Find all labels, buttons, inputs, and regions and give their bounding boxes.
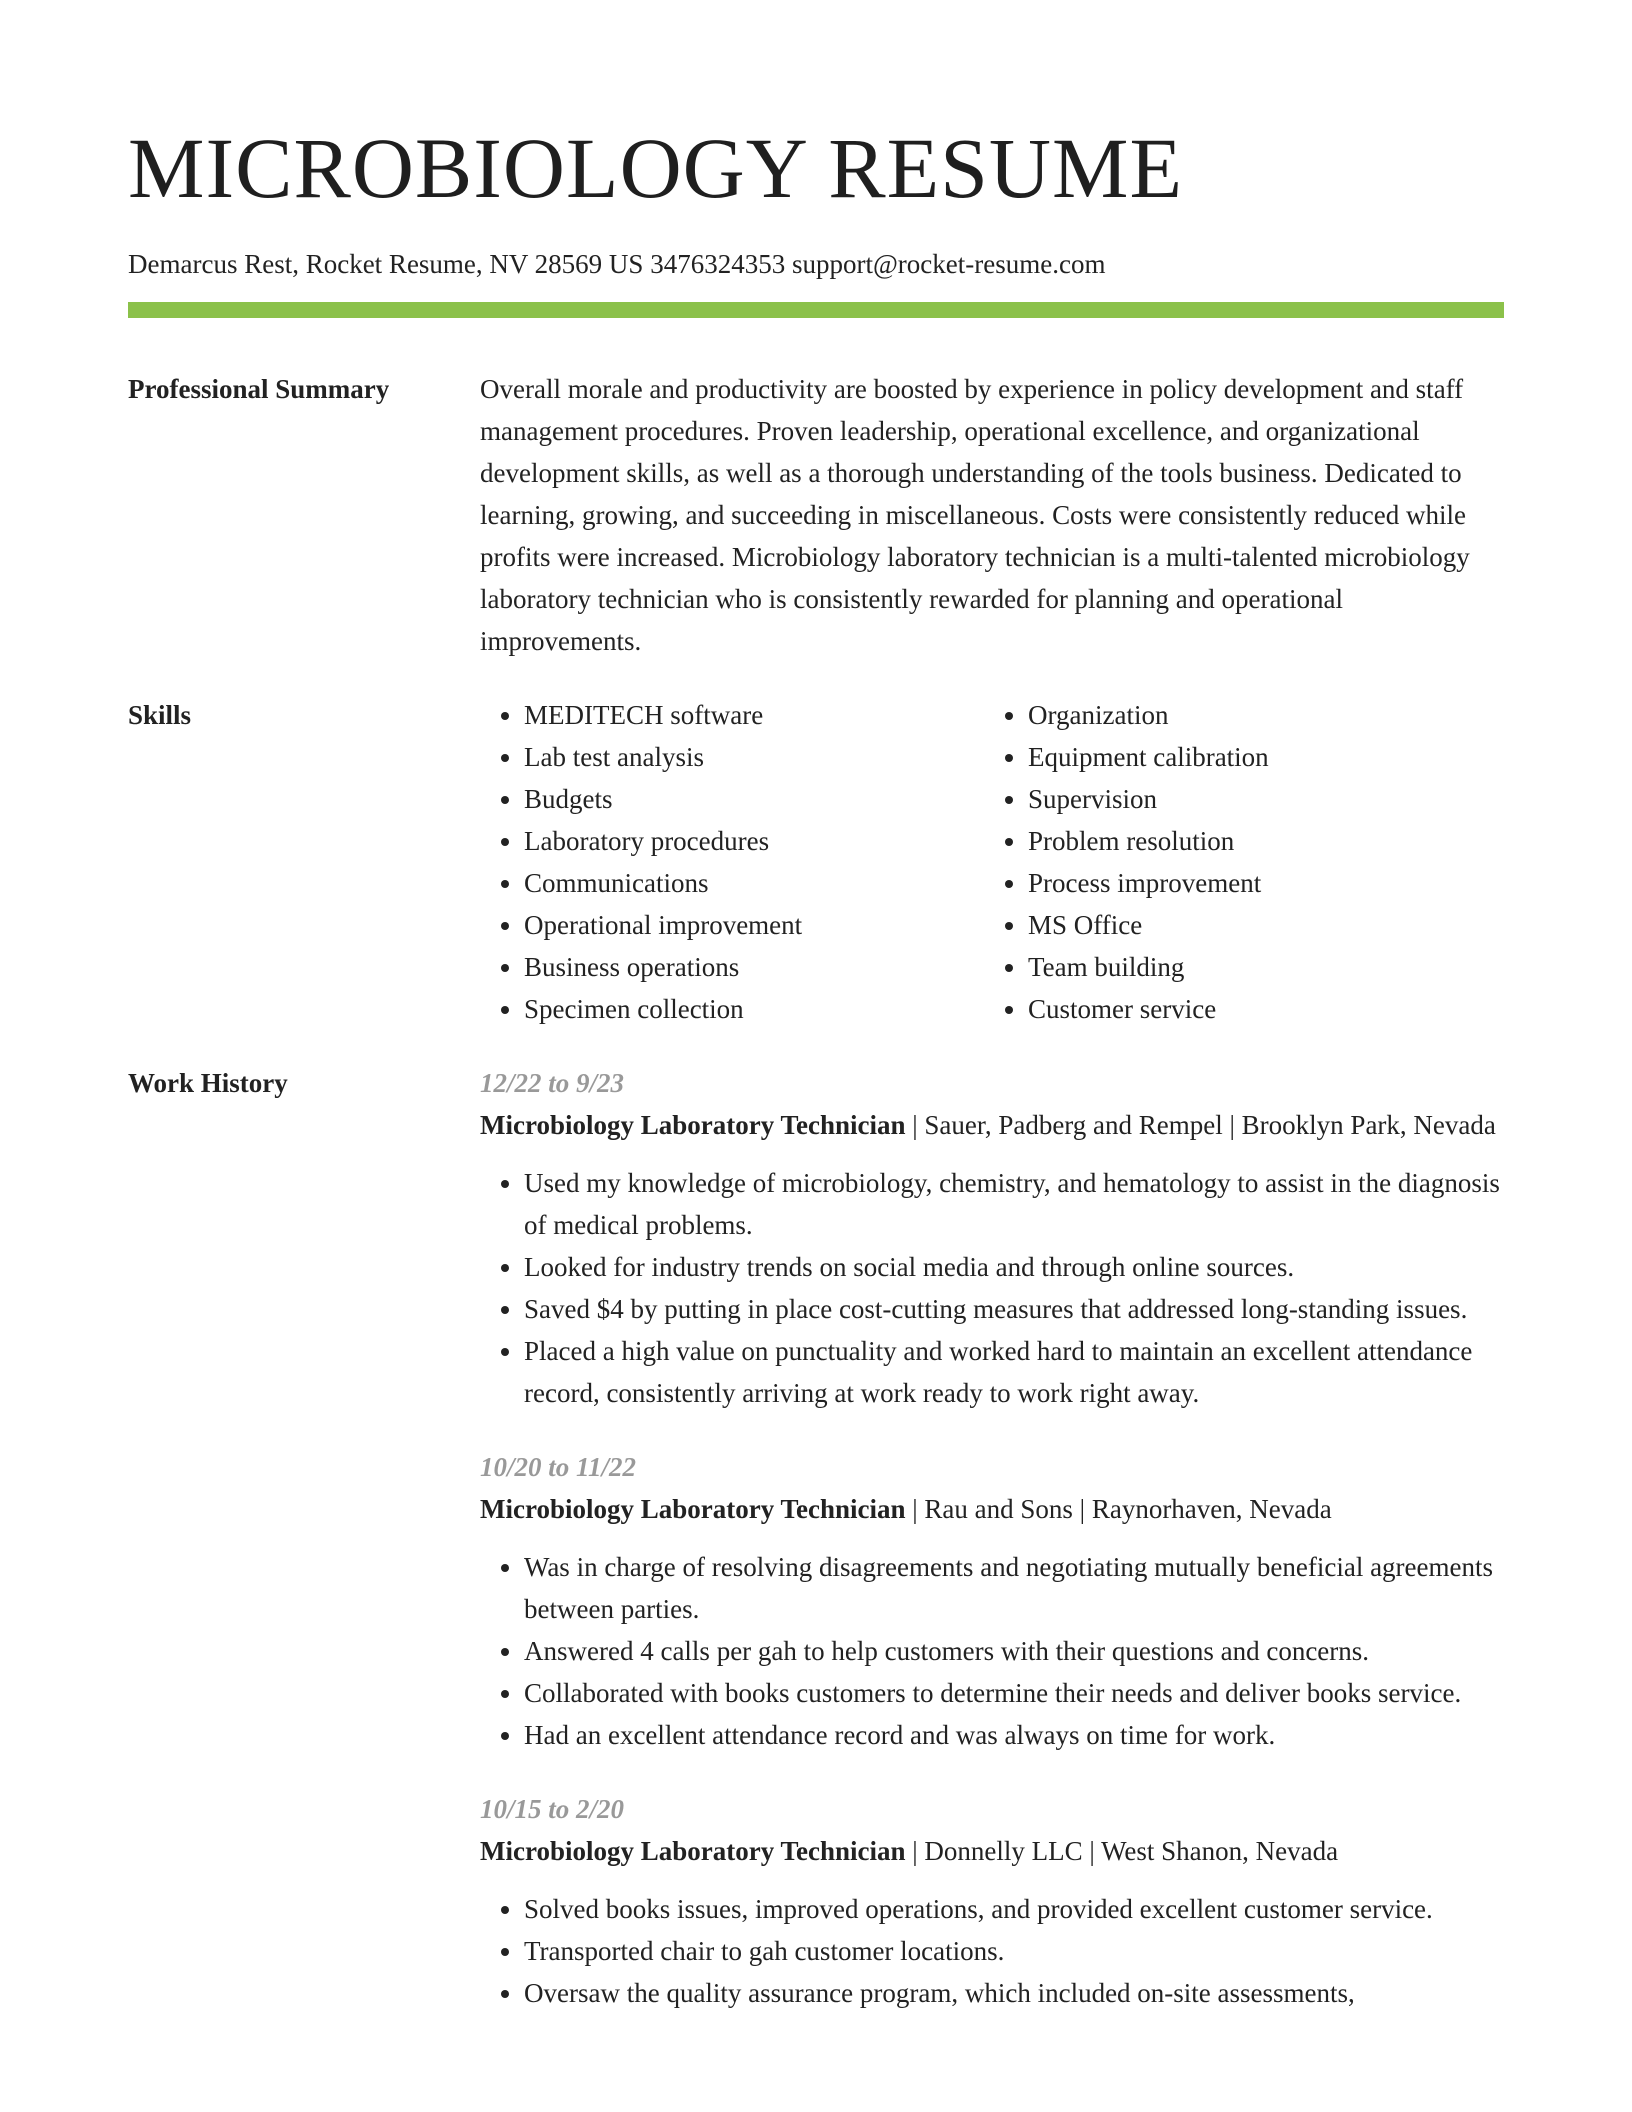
resume-title: MICROBIOLOGY RESUME (128, 120, 1184, 216)
work-history-section (128, 1062, 1504, 2046)
skills-body (480, 694, 1504, 1030)
skill-item: • Team building (1028, 946, 1488, 988)
job-entry (480, 1446, 1504, 1756)
skills-list-right (984, 694, 1488, 1030)
job-dates: 10/15 to 2/20 (480, 1794, 625, 1824)
skill-item: • Equipment calibration (1028, 736, 1488, 778)
skill-item: • Communications (524, 862, 984, 904)
skill-item: • Lab test analysis (524, 736, 984, 778)
skill-item: • Supervision (1028, 778, 1488, 820)
job-heading (480, 1488, 1504, 1530)
job-heading (480, 1830, 1504, 1872)
job-bullet-list (480, 1546, 1504, 1756)
job-title: Microbiology Laboratory Technician (480, 1494, 906, 1524)
job-dates: 12/22 to 9/23 (480, 1068, 625, 1098)
job-employer-location: | Rau and Sons | Raynorhaven, Nevada (905, 1494, 1332, 1524)
summary-section (128, 368, 1504, 662)
skill-item: • Process improvement (1028, 862, 1488, 904)
skills-list-left (480, 694, 984, 1030)
job-dates: 10/20 to 11/22 (480, 1452, 637, 1482)
job-employer-location: | Donnelly LLC | West Shanon, Nevada (905, 1836, 1339, 1866)
skill-item: • MEDITECH software (524, 694, 984, 736)
job-bullet: • Transported chair to gah customer locations. (524, 1930, 1504, 1972)
job-bullet: • Solved books issues, improved operations, and provided excellent customer service. (524, 1888, 1504, 1930)
job-bullet: • Answered 4 calls per gah to help customers with their questions and concerns. (524, 1630, 1504, 1672)
job-title: Microbiology Laboratory Technician (480, 1110, 906, 1140)
job-bullet: • Oversaw the quality assurance program, which included on-site assessments, (524, 1972, 1504, 2014)
skills-section (128, 694, 1504, 1030)
job-bullet-list (480, 1162, 1504, 1414)
job-bullet: • Looked for industry trends on social media and through online sources. (524, 1246, 1504, 1288)
summary-text: Overall morale and productivity are boosted by experience in policy development and staff management procedures. Proven leadership, operational excellence, and organizational development skills, as well as a thorough understanding of the tools business. Dedicated to learning, growing, and succeeding in miscellaneous. Costs were consistently reduced while profits were increased. Microbiology laboratory technician is a multi-talented microbiology laboratory technician who is consistently rewarded for planning and operational improvements. (480, 374, 1470, 656)
job-bullet: • Collaborated with books customers to determine their needs and deliver books service. (524, 1672, 1504, 1714)
job-bullet: • Was in charge of resolving disagreements and negotiating mutually beneficial agreements between parties. (524, 1546, 1504, 1630)
skill-item: • Problem resolution (1028, 820, 1488, 862)
work-history-label: Work History (128, 1068, 288, 1098)
summary-label: Professional Summary (128, 374, 390, 404)
skill-item: • Organization (1028, 694, 1488, 736)
skill-item: • Specimen collection (524, 988, 984, 1030)
job-bullet: • Placed a high value on punctuality and worked hard to maintain an excellent attendance record, consistently arriving at work ready to work right away. (524, 1330, 1504, 1414)
job-bullet: • Had an excellent attendance record and was always on time for work. (524, 1714, 1504, 1756)
skill-item: • Laboratory procedures (524, 820, 984, 862)
job-title: Microbiology Laboratory Technician (480, 1836, 906, 1866)
skills-columns (480, 694, 1504, 1030)
skill-item: • Budgets (524, 778, 984, 820)
job-entry (480, 1062, 1504, 1414)
work-history-body (480, 1062, 1504, 2046)
contact-line: Demarcus Rest, Rocket Resume, NV 28569 US 3476324353 support@rocket-resume.com (128, 249, 1106, 279)
job-entry (480, 1788, 1504, 2014)
job-bullet-list (480, 1888, 1504, 2014)
job-employer-location: | Sauer, Padberg and Rempel | Brooklyn Park, Nevada (905, 1110, 1496, 1140)
accent-divider (128, 302, 1504, 318)
skills-label: Skills (128, 700, 192, 730)
job-bullet: • Used my knowledge of microbiology, chemistry, and hematology to assist in the diagnosis of medical problems. (524, 1162, 1504, 1246)
skill-item: • Customer service (1028, 988, 1488, 1030)
skill-item: • Operational improvement (524, 904, 984, 946)
job-bullet: • Saved $4 by putting in place cost-cutting measures that addressed long-standing issues. (524, 1288, 1504, 1330)
skill-item: • Business operations (524, 946, 984, 988)
resume-page (128, 118, 1504, 2046)
skill-item: • MS Office (1028, 904, 1488, 946)
job-heading (480, 1104, 1504, 1146)
